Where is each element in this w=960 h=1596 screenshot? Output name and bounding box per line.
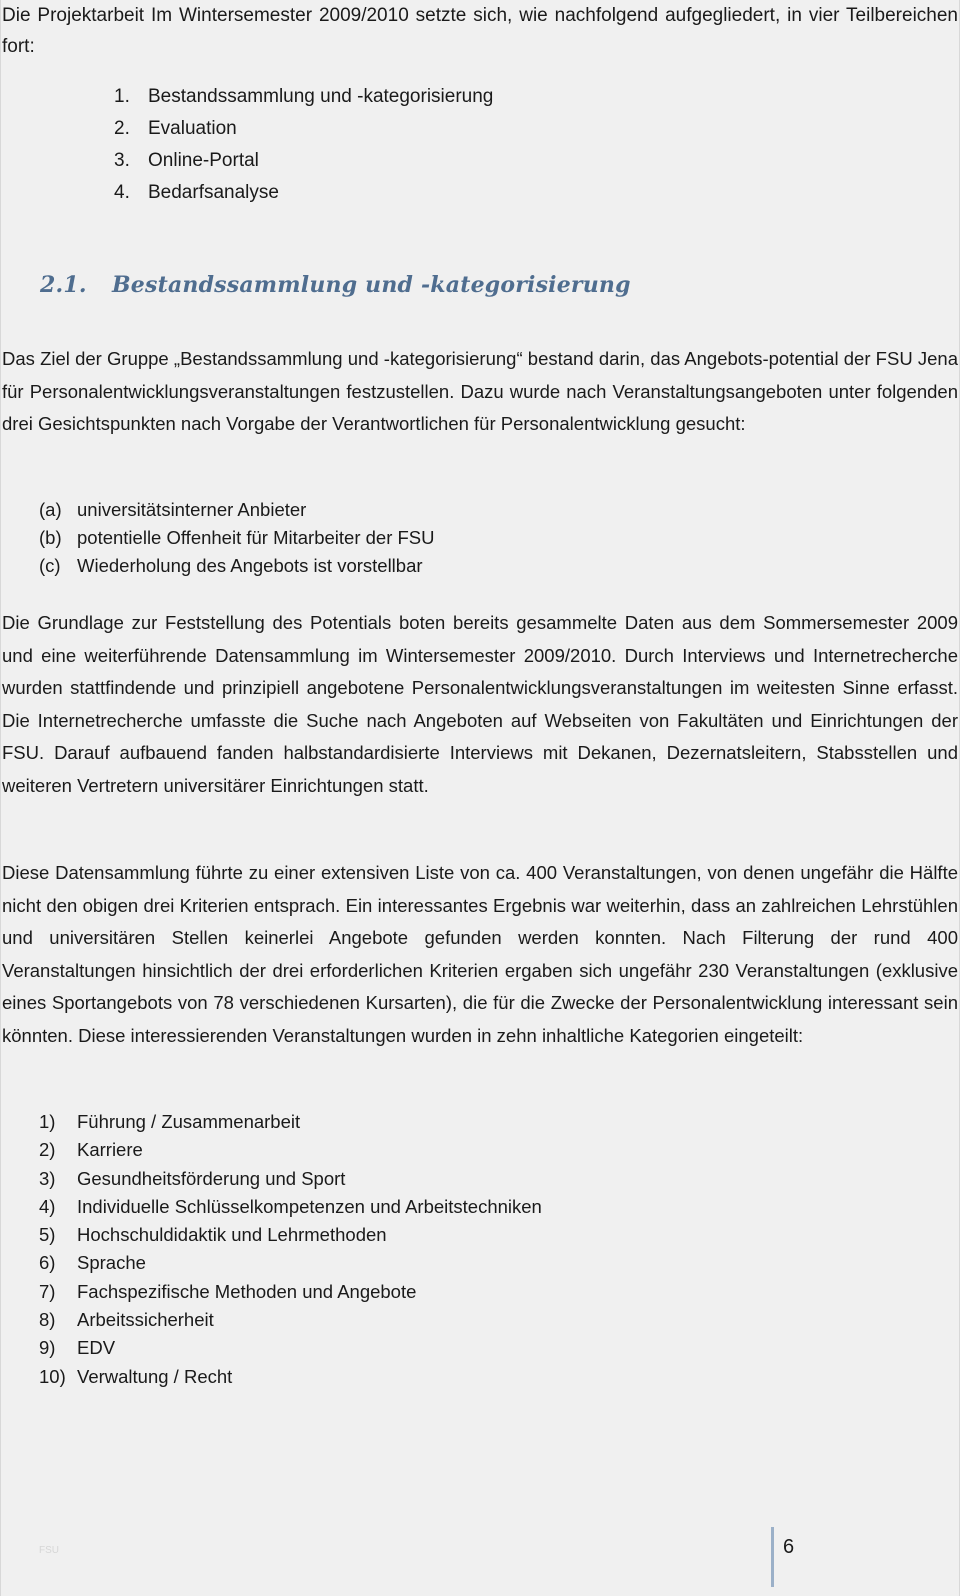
section-number: 2.1. bbox=[40, 272, 87, 298]
body-paragraph-3: Diese Datensammlung führte zu einer extensiven Liste von ca. 400 Veranstaltungen, von denen ungefähr die Hälfte nicht den obigen drei Kriterien entsprach. Ein interessantes Ergebnis war weiterhin, dass an zahlreichen Lehrstühlen und universitären Stellen keinerlei Angebote gefunden werden konnten. Nach Filterung der rund 400 Veranstaltungen hinsichtlich der drei erforderlichen Kriterien ergaben sich ungefähr 230 Veranstaltungen (exklusive eines Sportangebots von 78 verschiedenen Kursarten), die für die Zwecke der Personalentwicklung interessant sein könnten. Diese interessierenden Veranstaltungen wurden in zehn inhaltliche Kategorien eingeteilt: bbox=[2, 862, 958, 1046]
list-label: EDV bbox=[77, 1337, 116, 1359]
body-paragraph-1: Das Ziel der Gruppe „Bestandssammlung und -kategorisierung“ bestand darin, das Angebots-potential der FSU Jena für Personalentwicklungsveranstaltungen festzustellen. Dazu wurde nach Veranstaltungsangeboten unter folgenden drei Gesichtspunkten nach Vorgabe der Verantwortlichen für Personalentwicklung gesucht: bbox=[2, 348, 958, 434]
list-label: Online-Portal bbox=[148, 150, 259, 171]
intro-list-item bbox=[114, 113, 493, 145]
list-marker: 7) bbox=[39, 1280, 56, 1302]
body-paragraph-2: Die Grundlage zur Feststellung des Potentials boten bereits gesammelte Daten aus dem Sommersemester 2009 und eine weiterführende Datensammlung im Wintersemester 2009/2010. Durch Interviews und Internetrecherche wurden stattfindende und prinzipiell angebotene Personalentwicklungsveranstaltungen im weitesten Sinne erfasst. Die Internetrecherche umfasste die Suche nach Angeboten auf Webseiten von Fakultäten und Einrichtungen der FSU. Darauf aufbauend fanden halbstandardisierte Interviews mit Dekanen, Dezernatsleitern, Stabsstellen und weiteren Vertretern universitärer Einrichtungen statt. bbox=[2, 612, 958, 796]
list-marker: 9) bbox=[39, 1337, 56, 1359]
list-number: 1. bbox=[114, 86, 130, 107]
list-marker: (b) bbox=[39, 527, 62, 548]
list-label: Evaluation bbox=[148, 118, 237, 139]
criteria-list bbox=[39, 496, 435, 580]
list-marker: 2) bbox=[39, 1139, 56, 1161]
category-item bbox=[39, 1278, 542, 1306]
section-title: Bestandssammlung und -kategorisierung bbox=[112, 272, 631, 298]
list-label: Führung / Zusammenarbeit bbox=[77, 1111, 301, 1132]
list-marker: 4) bbox=[39, 1195, 56, 1217]
list-label: Hochschuldidaktik und Lehrmethoden bbox=[77, 1224, 387, 1246]
category-item bbox=[39, 1136, 542, 1164]
list-number: 4. bbox=[114, 182, 130, 203]
list-label: Individuelle Schlüsselkompetenzen und Arbeitstechniken bbox=[77, 1195, 542, 1217]
list-label: Arbeitssicherheit bbox=[77, 1309, 214, 1331]
page-number: 6 bbox=[783, 1536, 795, 1558]
list-label: Karriere bbox=[77, 1139, 143, 1161]
list-label: Verwaltung / Recht bbox=[77, 1365, 233, 1387]
section-heading bbox=[40, 272, 631, 298]
intro-paragraph: Die Projektarbeit Im Wintersemester 2009/2010 setzte sich, wie nachfolgend aufgegliedert, in vier Teilbereichen fort: bbox=[2, 5, 958, 57]
list-marker: (c) bbox=[39, 555, 61, 576]
list-marker: 6) bbox=[39, 1252, 56, 1274]
intro-list-item bbox=[114, 81, 493, 113]
list-label: Bestandssammlung und -kategorisierung bbox=[148, 86, 494, 107]
list-marker: 8) bbox=[39, 1309, 56, 1331]
intro-list-item bbox=[114, 145, 493, 177]
list-label: Wiederholung des Angebots ist vorstellbar bbox=[77, 555, 423, 576]
list-label: universitätsinterner Anbieter bbox=[77, 499, 307, 520]
footer-faint-text: FSU bbox=[39, 1545, 59, 1556]
list-marker: 3) bbox=[39, 1167, 56, 1189]
intro-list-item bbox=[114, 177, 493, 209]
footer-rule bbox=[771, 1527, 774, 1587]
category-item bbox=[39, 1363, 542, 1391]
category-item bbox=[39, 1193, 542, 1221]
category-item bbox=[39, 1165, 542, 1193]
category-item bbox=[39, 1306, 542, 1334]
category-item bbox=[39, 1108, 542, 1136]
category-item bbox=[39, 1249, 542, 1277]
list-number: 3. bbox=[114, 150, 130, 171]
criteria-item bbox=[39, 524, 435, 552]
list-number: 2. bbox=[114, 118, 130, 139]
list-label: Fachspezifische Methoden und Angebote bbox=[77, 1280, 417, 1302]
list-label: Gesundheitsförderung und Sport bbox=[77, 1167, 346, 1189]
category-item bbox=[39, 1221, 542, 1249]
criteria-item bbox=[39, 496, 435, 524]
list-marker: 10) bbox=[39, 1365, 66, 1387]
list-label: potentielle Offenheit für Mitarbeiter der FSU bbox=[77, 527, 435, 548]
criteria-item bbox=[39, 552, 435, 580]
list-marker: 1) bbox=[39, 1111, 56, 1132]
category-item bbox=[39, 1334, 542, 1362]
list-marker: 5) bbox=[39, 1224, 56, 1246]
list-label: Sprache bbox=[77, 1252, 146, 1274]
list-label: Bedarfsanalyse bbox=[148, 182, 279, 203]
intro-list bbox=[114, 81, 493, 209]
categories-list bbox=[39, 1108, 542, 1391]
list-marker: (a) bbox=[39, 499, 62, 520]
